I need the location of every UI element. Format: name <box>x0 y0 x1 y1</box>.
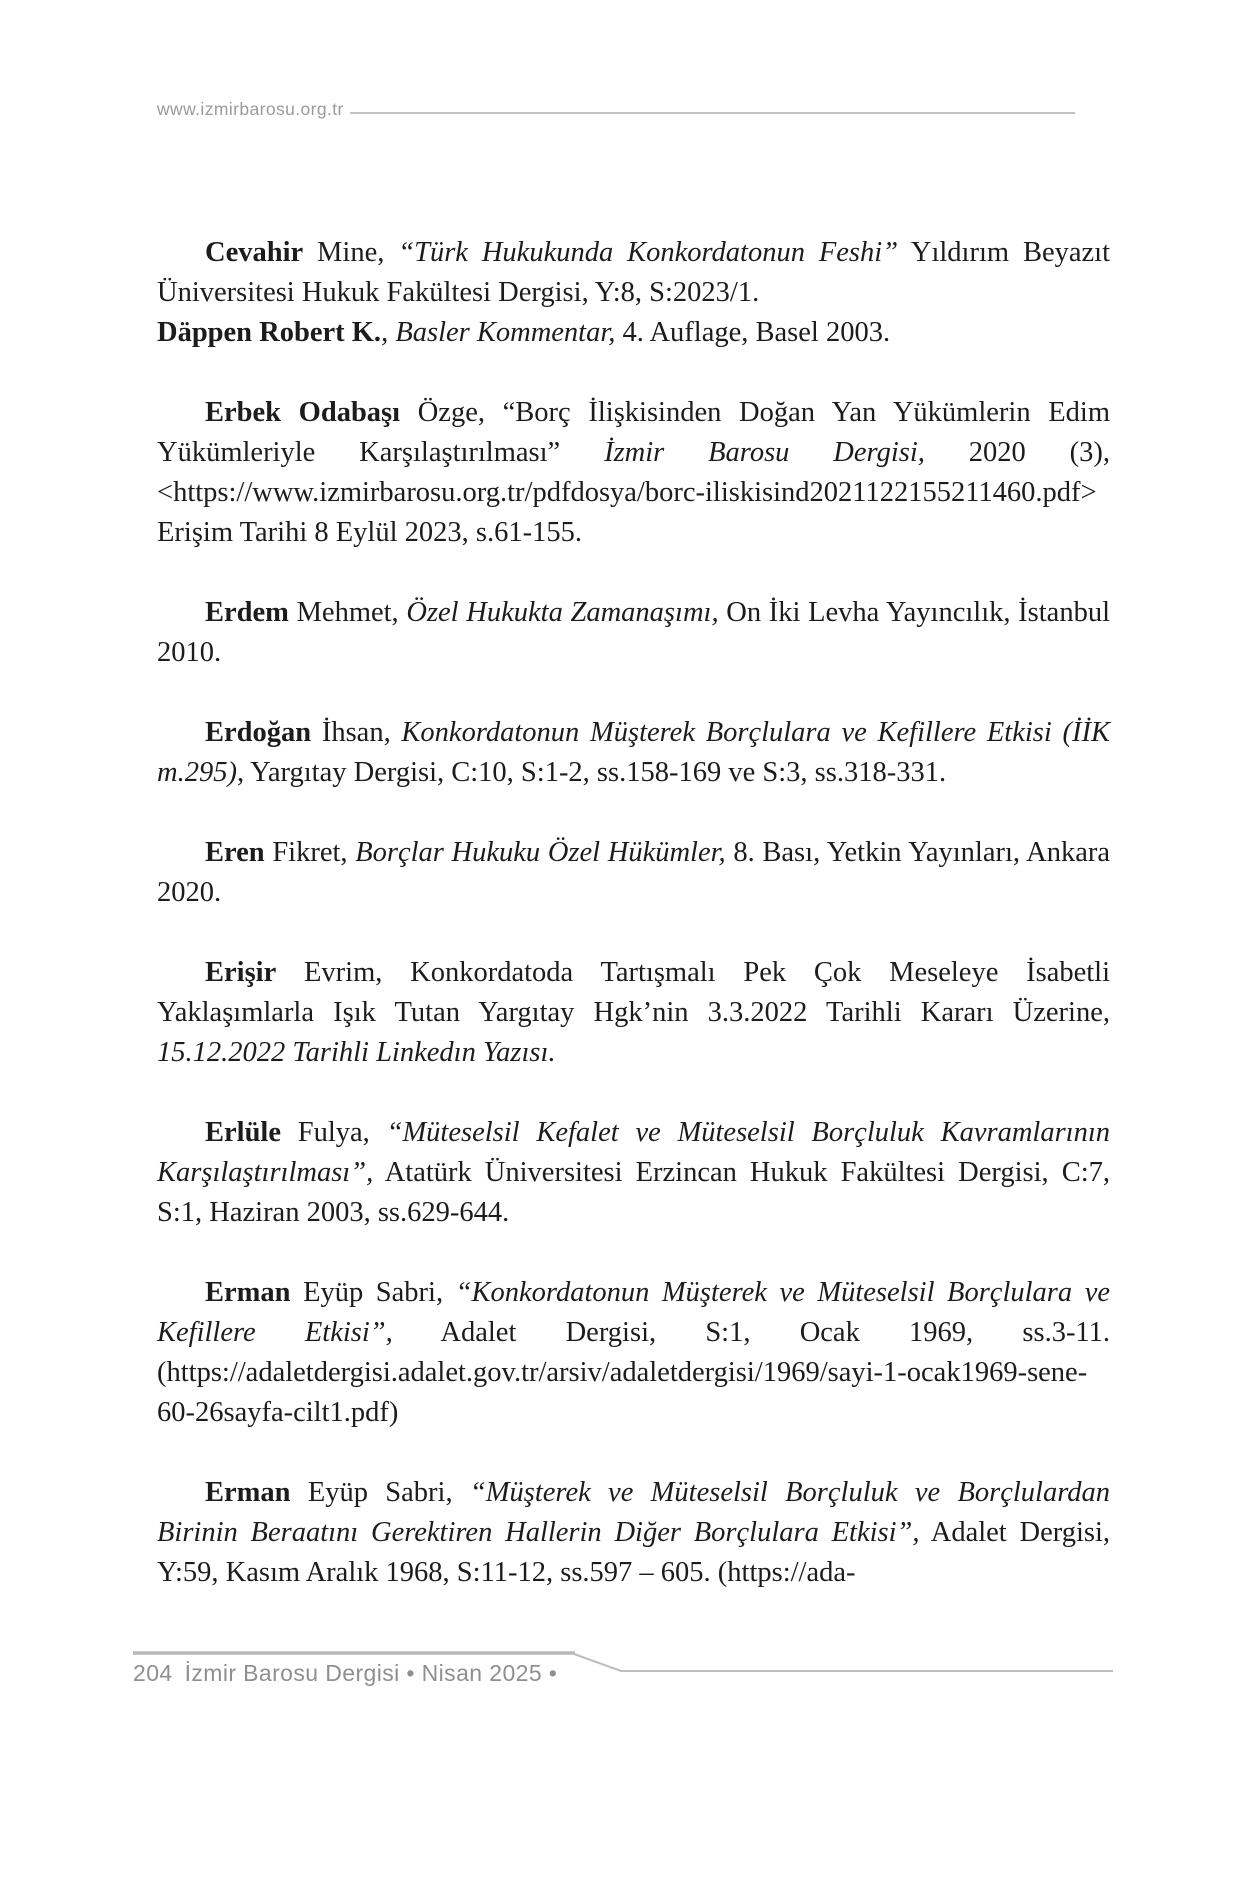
bibliography-entry <box>157 233 1110 313</box>
text-segment: İzmir Barosu Dergisi, <box>604 437 925 468</box>
bibliography-entry <box>157 393 1110 553</box>
footer <box>133 1660 557 1687</box>
text-segment: Fulya, <box>281 1117 387 1148</box>
bibliography-entry <box>157 1113 1110 1233</box>
bibliography-list <box>157 233 1110 1593</box>
text-segment: Basler Kommentar, <box>395 317 616 348</box>
text-segment: Eren <box>205 837 265 868</box>
header-rule <box>350 112 1075 114</box>
text-segment: Fikret, <box>264 837 356 868</box>
text-segment: Erdem <box>205 597 289 628</box>
bibliography-entry <box>157 313 1110 353</box>
page-number: 204 <box>133 1660 173 1686</box>
site-url: www.izmirbarosu.org.tr <box>157 99 344 119</box>
text-segment: Özge, “Borç İlişkisinden Doğan Yan Yükümlerin Edim Yükümleriyle Karşılaştırılması” <box>157 397 1110 468</box>
bibliography-entry <box>157 1273 1110 1433</box>
bibliography-entry <box>157 953 1110 1073</box>
text-segment: 4. Auflage, Basel 2003. <box>615 317 891 348</box>
text-segment: Erlüle <box>205 1117 281 1148</box>
text-segment: Borçlar Hukuku Özel Hükümler, <box>355 837 726 868</box>
text-segment: Erman <box>205 1277 291 1308</box>
text-segment: , Yargıtay Dergisi, C:10, S:1-2, ss.158-169 ve S:3, ss.318-331. <box>236 757 947 788</box>
text-segment: Mine, <box>303 237 399 268</box>
text-segment: Erman <box>205 1477 291 1508</box>
bibliography-entry <box>157 833 1110 913</box>
text-segment: Eyüp Sabri, <box>290 1477 470 1508</box>
text-segment: “Türk Hukukunda Konkordatonun Feshi” <box>398 237 899 268</box>
bibliography-entry <box>157 1473 1110 1593</box>
text-segment: Erbek Odabaşı <box>205 397 401 428</box>
text-segment: Däppen Robert K. <box>157 317 382 348</box>
page-header <box>157 99 1075 120</box>
text-segment: Atatürk Üniversitesi Erzincan Hukuk Fakültesi Dergisi, C:7, S:1, Haziran 2003, ss.629-644. <box>157 1157 1110 1228</box>
bibliography-entry <box>157 593 1110 673</box>
text-segment: “Müteselsil Kefalet ve Müteselsil Borçluluk Kavramlarının Karşılaştırılması”, <box>157 1117 1110 1188</box>
text-segment: Adalet Dergisi, Y:59, Kasım Aralık 1968, S:11-12, ss.597 – 605. (https://ada- <box>157 1517 1110 1588</box>
text-segment: Cevahir <box>205 237 304 268</box>
text-segment: “Konkordatonun Müşterek ve Müteselsil Borçlulara ve Kefillere Etkisi”, <box>157 1277 1111 1348</box>
text-segment: Mehmet, <box>288 597 407 628</box>
text-segment: “Müşterek ve Müteselsil Borçluluk ve Borçlulardan Birinin Beraatını Gerektiren Hallerin Diğer Borçlulara Etkisi”, <box>157 1477 1110 1548</box>
footer-journal-label: İzmir Barosu Dergisi • Nisan 2025 • <box>184 1660 558 1686</box>
text-segment: , <box>381 317 396 348</box>
text-segment: Özel Hukukta Zamanaşımı, <box>406 597 719 628</box>
text-segment: Erdoğan <box>205 717 312 748</box>
text-segment: Konkordatonun Müşterek Borçlulara ve Kefillere Etkisi (İİK m.295) <box>157 717 1110 788</box>
text-segment: İhsan, <box>311 717 402 748</box>
text-segment: Erişir <box>205 957 277 988</box>
text-segment: Yıldırım Beyazıt Üniversitesi Hukuk Fakültesi Dergisi, Y:8, S:2023/1. <box>157 237 1110 308</box>
text-segment: Adalet Dergisi, S:1, Ocak 1969, ss.3-11. (https://adaletdergisi.adalet.gov.tr/arsiv/adaletdergisi/1969/sayi-1-ocak1969-sene-60-26sayfa-cilt1.pdf) <box>157 1317 1110 1428</box>
text-segment: On İki Levha Yayıncılık, İstanbul 2010. <box>157 597 1110 668</box>
text-segment: Evrim, Konkordatoda Tartışmalı Pek Çok Meseleye İsabetli Yaklaşımlarla Işık Tutan Yargıtay Hgk’nin 3.3.2022 Tarihli Kararı Üzerine, <box>157 957 1110 1028</box>
bibliography-entry <box>157 713 1110 793</box>
text-segment: 2020 (3), <https://www.izmirbarosu.org.tr/pdfdosya/borc-iliskisind2021122155211460.pdf> Erişim Tarihi 8 Eylül 2023, s.61-155. <box>157 437 1111 548</box>
text-segment: 8. Bası, Yetkin Yayınları, Ankara 2020. <box>157 837 1110 908</box>
text-segment: Eyüp Sabri, <box>290 1277 456 1308</box>
text-segment: 15.12.2022 Tarihli Linkedın Yazısı. <box>157 1037 556 1068</box>
